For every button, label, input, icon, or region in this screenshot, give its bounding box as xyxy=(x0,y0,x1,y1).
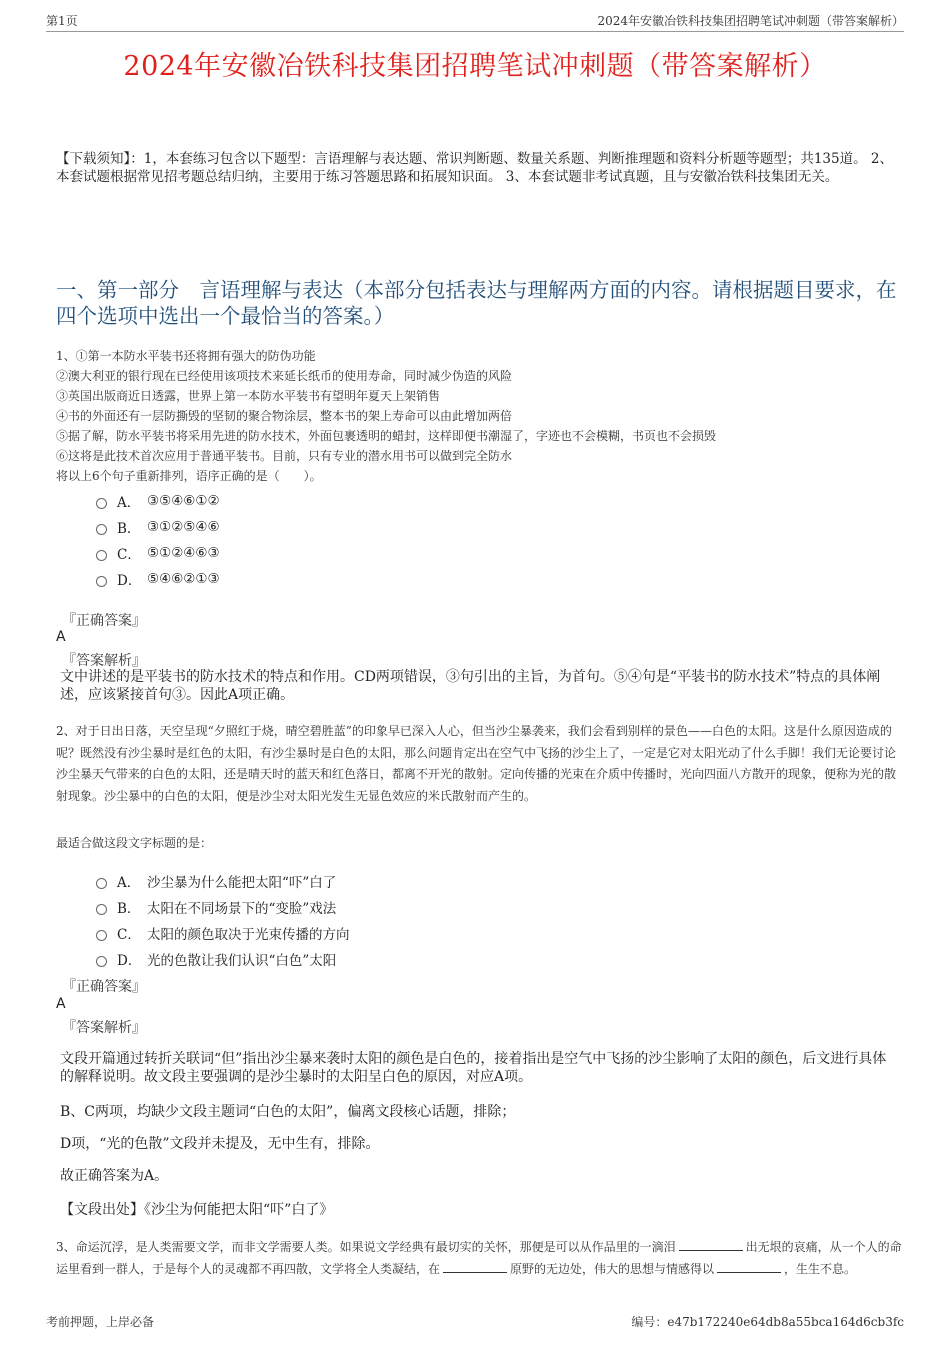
radio-icon[interactable] xyxy=(96,930,107,941)
q1-option-c[interactable]: C． ⑤①②④⑥③ xyxy=(96,543,220,563)
q2-analysis-paragraph: B、C两项，均缺少文段主题词“白色的太阳”，偏离文段核心话题，排除； xyxy=(60,1104,516,1120)
q2-answer-label: 『正确答案』 xyxy=(62,979,146,995)
q2-option-c[interactable]: C． 太阳的颜色取决于光束传播的方向 xyxy=(96,923,350,943)
footer-doc-id: 编号：e47b172240e64db8a55bca164d6cb3fc xyxy=(631,1315,904,1329)
question-1-line: ②澳大利亚的银行现在已经使用该项技术来延长纸币的使用寿命，同时减少伪造的风险 xyxy=(56,369,513,383)
document-title: 2024年安徽冶铁科技集团招聘笔试冲刺题（带答案解析） xyxy=(123,51,827,82)
radio-icon[interactable] xyxy=(96,956,107,967)
header-divider xyxy=(46,31,904,32)
section-heading: 一、第一部分 言语理解与表达（本部分包括表达与理解两方面的内容。请根据题目要求，在四个选项中选出一个最恰当的答案。） xyxy=(56,278,897,328)
q2-option-d[interactable]: D． 光的色散让我们认识“白色”太阳 xyxy=(96,949,336,969)
question-1-line: ⑤据了解，防水平装书将采用先进的防水技术，外面包裹透明的蜡封，这样即便书潮湿了，字迹也不会模糊，书页也不会损毁 xyxy=(56,429,717,443)
q2-analysis-label: 『答案解析』 xyxy=(62,1020,146,1036)
radio-icon[interactable] xyxy=(96,550,107,561)
q1-answer: A xyxy=(56,629,66,645)
radio-icon[interactable] xyxy=(96,498,107,509)
question-1 xyxy=(56,346,906,486)
radio-icon[interactable] xyxy=(96,576,107,587)
radio-icon[interactable] xyxy=(96,524,107,535)
q1-option-b[interactable]: B． ③①②⑤④⑥ xyxy=(96,517,220,537)
q1-answer-label: 『正确答案』 xyxy=(62,613,146,629)
q1-option-a[interactable]: A． ③⑤④⑥①② xyxy=(96,491,220,511)
q1-analysis: 文中讲述的是平装书的防水技术的特点和作用。CD两项错误，③句引出的主旨，为首句。⑤④句是“平装书的防水技术”特点的具体阐述，应该紧接首句③。因此A项正确。 xyxy=(60,669,881,703)
radio-icon[interactable] xyxy=(96,904,107,915)
q2-source: 【文段出处】《沙尘为何能把太阳“吓”白了》 xyxy=(60,1202,334,1218)
footer-slogan: 考前押题，上岸必备 xyxy=(46,1315,155,1329)
q2-option-b[interactable]: B． 太阳在不同场景下的“变脸”戏法 xyxy=(96,897,336,917)
answer-blank[interactable] xyxy=(443,1260,507,1273)
download-notice: 【下载须知】：1，本套练习包含以下题型：言语理解与表达题、常识判断题、数量关系题、判断推理题和资料分析题等题型；共135道。 2、本套试题根据常见招考题总结归纳，主要用于练习答题思路和拓展知识面。 3、本套试题非考试真题，且与安徽冶铁科技集团无关。 xyxy=(56,151,893,185)
page-number: 第1页 xyxy=(46,14,78,28)
question-1-line: ⑥这将是此技术首次应用于普通平装书。目前，只有专业的潜水用书可以做到完全防水 xyxy=(56,449,513,463)
q2-analysis-paragraph: D项，“光的色散”文段并未提及，无中生有，排除。 xyxy=(60,1136,380,1152)
q2-analysis-paragraph: 文段开篇通过转折关联词“但”指出沙尘暴来袭时太阳的颜色是白色的，接着指出是空气中飞扬的沙尘影响了太阳的颜色，后文进行具体的解释说明。故文段主要强调的是沙尘暴时的太阳呈白色的原因，对应A项。 xyxy=(60,1051,887,1085)
question-2-passage: 2、对于日出日落，天空呈现“夕照红于烧，晴空碧胜蓝”的印象早已深入人心，但当沙尘暴袭来，我们会看到别样的景色——白色的太阳。这是什么原因造成的呢？既然没有沙尘暴时是红色的太阳，有沙尘暴时是白色的太阳，那么问题肯定出在空气中飞扬的沙尘上了，一定是它对太阳光动了什么手脚！我们无论要讨论沙尘暴天气带来的白色的太阳，还是晴天时的蓝天和红色落日，都离不开光的散射。定向传播的光束在介质中传播时，光向四面八方散开的现象，便称为光的散射现象。沙尘暴中的白色的太阳，便是沙尘对太阳光发生无显色效应的米氏散射而产生的。 xyxy=(56,724,897,803)
q1-analysis-label: 『答案解析』 xyxy=(62,653,146,669)
question-2-prompt: 最适合做这段文字标题的是： xyxy=(56,836,213,850)
header-doc-title: 2024年安徽冶铁科技集团招聘笔试冲刺题（带答案解析） xyxy=(597,14,904,28)
q1-option-d[interactable]: D． ⑤④⑥②①③ xyxy=(96,569,220,589)
question-1-line: ③英国出版商近日透露，世界上第一本防水平装书有望明年夏天上架销售 xyxy=(56,389,441,403)
question-1-line: 1、①第一本防水平装书还将拥有强大的防伪功能 xyxy=(56,349,316,363)
q2-option-a[interactable]: A． 沙尘暴为什么能把太阳“吓”白了 xyxy=(96,871,336,891)
question-1-line: ④书的外面还有一层防撕毁的坚韧的聚合物涂层，整本书的架上寿命可以由此增加两倍 xyxy=(56,409,513,423)
q2-analysis-paragraph: 故正确答案为A。 xyxy=(60,1168,169,1184)
answer-blank[interactable] xyxy=(717,1260,781,1273)
question-3-passage: 3、命运沉浮，是人类需要文学，而非文学需要人类。如果说文学经典有最切实的关怀，那便是可以从作品里的一滴泪 出无垠的哀痛，从一个人的命运里看到一群人，于是每个人的灵魂都不再四散，文学将全人类凝结，在 原野的无边处，伟大的思想与情感得以 ，生生不息。 xyxy=(56,1240,902,1276)
answer-blank[interactable] xyxy=(679,1238,743,1251)
radio-icon[interactable] xyxy=(96,878,107,889)
q2-answer: A xyxy=(56,996,66,1012)
question-1-prompt: 将以上6个句子重新排列，语序正确的是（ ）。 xyxy=(56,469,322,483)
